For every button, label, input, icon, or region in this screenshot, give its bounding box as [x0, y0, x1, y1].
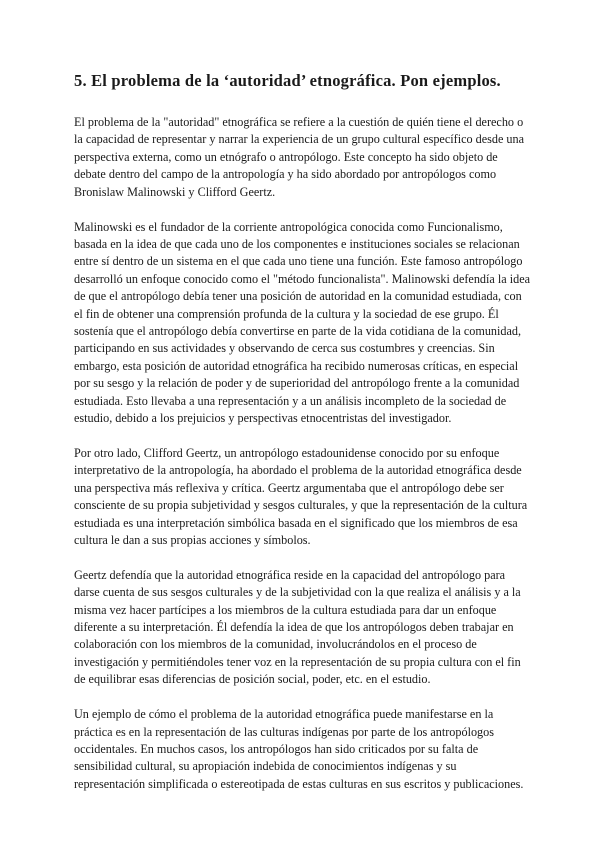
paragraph-malinowski: Malinowski es el fundador de la corriente antropológica conocida como Funcionalismo, basada en la idea de que cada uno de los componentes e instituciones sociales se relacionan entre sí dentro de un sistema en el que cada uno tiene una función. Este famoso antropólogo desarrolló un enfoque conocido como el "método funcionalista". Malinowski defendía la idea de que el antropólogo debía tener una posición de autoridad en la comunidad estudiada, con el fin de obtener una comprensión profunda de la cultura y la sociedad de ese grupo. Él sostenía que el antropólogo debía convertirse en parte de la vida cotidiana de la comunidad, participando en sus actividades y observando de cerca sus costumbres y creencias. Sin embargo, esta posición de autoridad etnográfica ha recibido numerosas críticas, en especial por su sesgo y la relación de poder y de superioridad del antropólogo frente a la comunidad estudiada. Esto llevaba a una representación y a un análisis incompleto de la sociedad de estudio, debido a los prejuicios y perspectivas etnocentristas del investigador.	[74, 219, 531, 425]
page-title: 5. El problema de la ‘autoridad’ etnográfica. Pon ejemplos.	[74, 71, 501, 90]
paragraph-geertz: Por otro lado, Clifford Geertz, un antropólogo estadounidense conocido por su enfoque interpretativo de la antropología, ha abordado el problema de la autoridad etnográfica desde una perspectiva más reflexiva y crítica. Geertz argumentaba que el antropólogo debe ser consciente de su propia subjetividad y sesgos culturales, y que la representación de la cultura estudiada es una interpretación simbólica basada en el significado que los miembros de esa cultura le dan a sus propias acciones y símbolos.	[74, 445, 528, 547]
document-body	[74, 114, 530, 811]
paragraph-example: Un ejemplo de cómo el problema de la autoridad etnográfica puede manifestarse en la práctica es en la representación de las culturas indígenas por parte de los antropólogos occidentales. En muchos casos, los antropólogos han sido criticados por su falta de sensibilidad cultural, su apropiación indebida de conocimientos indígenas y su representación simplificada o estereotipada de estas culturas en sus escritos y publicaciones.	[74, 707, 524, 791]
paragraph-geertz-authority: Geertz defendía que la autoridad etnográfica reside en la capacidad del antropólogo para darse cuenta de sus sesgos culturales y de la subjetividad con la que realiza el análisis y a la misma vez hacer partícipes a los miembros de la cultura estudiada para dar un enfoque diferente a su interpretación. Él defendía la idea de que los antropólogos deben trabajar en colaboración con los miembros de la comunidad, involucrándolos en el proceso de investigación y permitiéndoles tener voz en la representación de su propia cultura con el fin de equilibrar esas diferencias de posición social, poder, etc. en el estudio.	[74, 567, 521, 687]
paragraph-intro: El problema de la "autoridad" etnográfica se refiere a la cuestión de quién tiene el derecho o la capacidad de representar y narrar la experiencia de un grupo cultural específico desde una perspectiva externa, como un etnógrafo o antropólogo. Este concepto ha sido objeto de debate dentro del campo de la antropología y ha sido abordado por antropólogos como Bronislaw Malinowski y Clifford Geertz.	[74, 115, 525, 199]
